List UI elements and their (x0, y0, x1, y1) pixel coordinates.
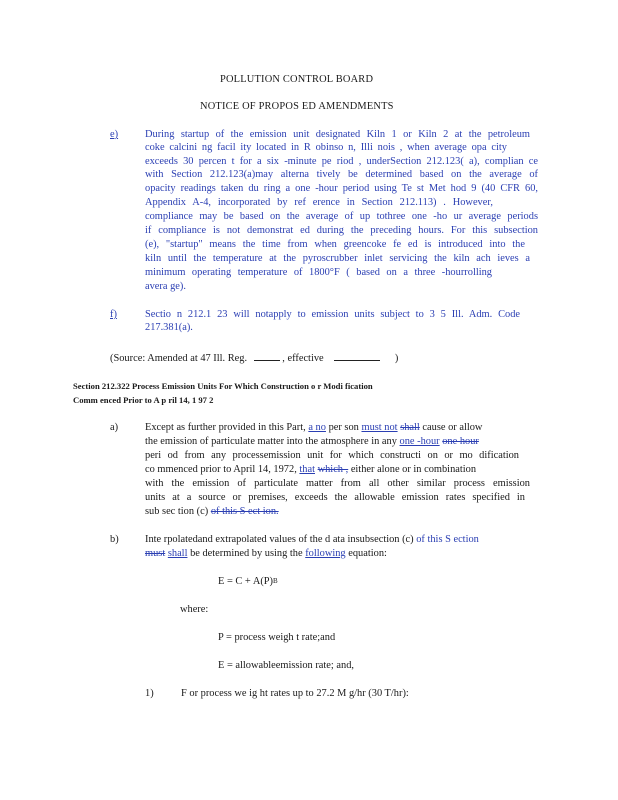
item-a-insertion: a no (308, 422, 326, 433)
item-b-text: Inte rpolatedand extrapolated values of the d ata insubsection (c) (145, 534, 414, 545)
board-title: POLLUTION CONTROL BOARD (220, 74, 374, 85)
item-a-text: the emission of particulate matter into the atmosphere in any (145, 436, 397, 447)
item-1-label: 1) (145, 688, 154, 699)
item-b-label: b) (110, 534, 119, 545)
item-a-text: sub sec tion (c) (145, 506, 209, 517)
item-e-line: coke calcini ng facil ity located in R obinso n, Illi nois , when average opa city (145, 142, 507, 153)
item-b-text: be determined by using the (190, 548, 303, 559)
source-line (110, 351, 398, 365)
item-a-insertion: one -hour (399, 436, 440, 447)
source-suffix: ) (394, 353, 399, 364)
equation-text: E = C + A(P) (218, 576, 274, 587)
section-heading-line1: Section 212.322 Process Emission Units For Which Construction o r Modi fication (73, 381, 373, 391)
item-e-line: exceeds 30 percen t for a six -minute pe riod , underSection 212.123( a), complian ce (145, 156, 538, 167)
item-a-deletion: which , (317, 464, 349, 475)
item-a-text: Except as further provided in this Part, (145, 422, 306, 433)
source-blank-effective (334, 351, 380, 361)
item-a-deletion: of this S ect ion. (210, 506, 279, 517)
item-a-line1 (145, 422, 482, 434)
item-a-line4 (145, 464, 476, 476)
item-e-line: (e), "startup" means the time from when greencoke fe ed is introduced into the (145, 239, 525, 250)
definition-p: P = process weigh t rate;and (218, 632, 336, 643)
item-a-insertion: that (299, 464, 315, 475)
notice-title: NOTICE OF PROPOS ED AMENDMENTS (200, 101, 394, 112)
item-e-line: opacity readings taken du ring a one -hour period using Te st Met hod 9 (40 CFR 60, (145, 183, 538, 194)
section-heading-line2: Comm enced Prior to A p ril 14, 1 97 2 (73, 395, 214, 405)
definition-e: E = allowableemission rate; and, (218, 660, 354, 671)
item-e-label: e) (110, 129, 119, 140)
item-e-line: During startup of the emission unit designated Kiln 1 or Kiln 2 at the petroleum (145, 129, 530, 140)
item-a-text: co mmenced prior to April 14, 1972, (145, 464, 297, 475)
item-a-line3: peri od from any processemission unit for which constructi on or mo dification (145, 450, 519, 461)
item-e-line: with Section 212.123(a)may alterna tively be determined based on the average of (145, 169, 538, 180)
source-mid: , effective (282, 353, 324, 364)
item-a-deletion: shall (400, 422, 420, 433)
item-a-line5: with the emission of particulate matter from all other similar process emission (145, 478, 530, 489)
item-a-text: per son (328, 422, 359, 433)
item-a-line7 (145, 506, 279, 518)
item-b-line1 (145, 534, 479, 546)
source-prefix: (Source: Amended at 47 Ill. Reg. (110, 353, 248, 364)
item-e-line: if compliance is not demonstrat ed during the preceding hours. For this subsection (145, 225, 538, 236)
item-e-line: compliance may be based on the average of up tothree one -ho ur average periods (145, 211, 538, 222)
item-b-line2 (145, 548, 387, 560)
item-f-line: 217.381(a). (145, 322, 193, 333)
item-e-line: kiln until the temperature at the pyroscrubber inlet servicing the kiln ach ieves a (145, 253, 530, 264)
item-b-deletion: must (145, 548, 166, 559)
item-1-text: F or process we ig ht rates up to 27.2 M g/hr (30 T/hr): (181, 688, 409, 699)
item-a-text: either alone or in combination (350, 464, 477, 475)
item-e-line: avera ge). (145, 281, 186, 292)
item-a-line6: units at a source or premises, exceeds the allowable emission rates specified in (145, 492, 525, 503)
equation (218, 576, 278, 588)
item-f-label: f) (110, 309, 117, 320)
item-a-insertion: must not (361, 422, 398, 433)
item-a-deletion: one hour (442, 436, 479, 447)
equation-exponent: B (273, 577, 278, 585)
item-b-insertion: following (305, 548, 346, 559)
item-a-label: a) (110, 422, 119, 433)
item-a-text: cause or allow (422, 422, 483, 433)
source-blank-reg (254, 351, 280, 361)
item-e-line: Appendix A-4, incorporated by ref erence in Section 212.113) . However, (145, 197, 493, 208)
item-b-text: equation: (348, 548, 387, 559)
item-a-line2 (145, 436, 479, 448)
item-f-line: Sectio n 212.1 23 will notapply to emission units subject to 3 5 Ill. Adm. Code (145, 309, 520, 320)
where-label: where: (180, 604, 209, 615)
item-b-insertion: of this S ection (416, 534, 479, 545)
item-b-insertion: shall (167, 548, 188, 559)
item-e-line: minimum operating temperature of 1800°F ( based on a three -hourrolling (145, 267, 492, 278)
